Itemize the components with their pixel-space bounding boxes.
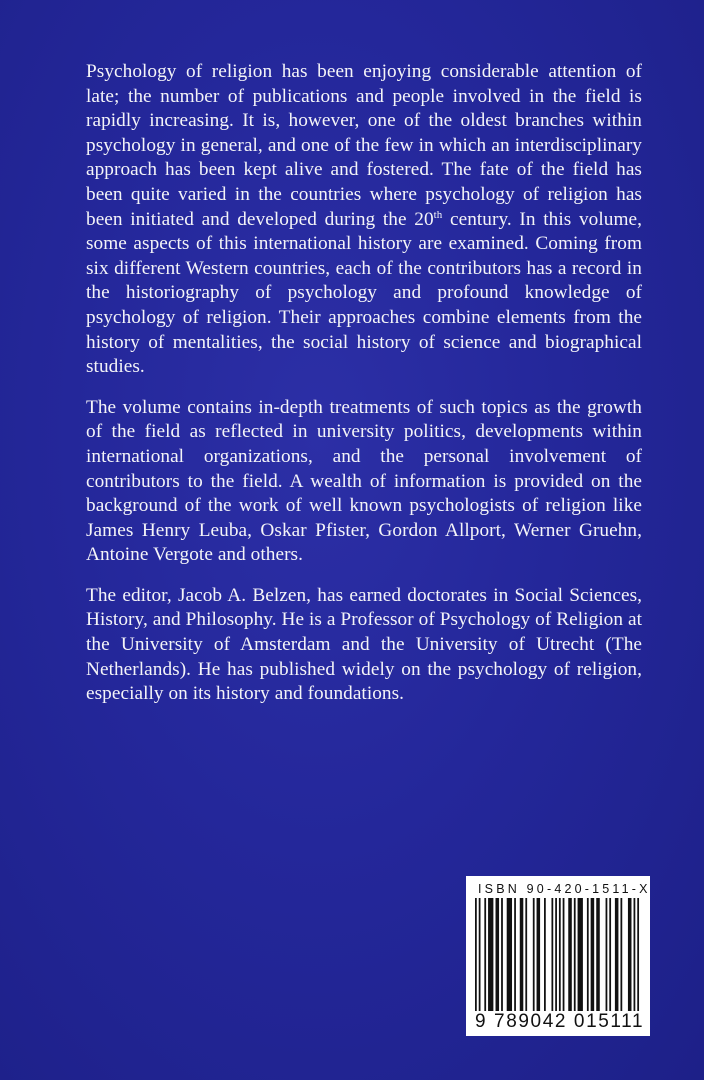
barcode-bar (488, 898, 493, 1011)
barcode-bar (615, 898, 619, 1011)
barcode-bar (591, 898, 595, 1011)
blurb-paragraph-1 (86, 60, 642, 380)
barcode-bar (533, 898, 535, 1011)
blurb-paragraph-1-part-a: Psychology of religion has been enjoying considerable attention of late; the number of publications and people involved in the field is rapidly increasing. It is, however, one of the oldest branches within psychology in general, and one of the few in which an interdisciplinary approach has been kept alive and fostered. The fate of the field has been quite varied in the countries where psychology of religion has been initiated and developed during the 20 (86, 61, 642, 230)
barcode-bar (551, 898, 553, 1011)
barcode-bar (559, 898, 561, 1011)
blurb-paragraph-3: The editor, Jacob A. Belzen, has earned doctorates in Social Sciences, History, and Philosophy. He is a Professor of Psychology of Religion at the University of Amsterdam and the University of Utrecht (The Netherlands). He has published widely on the psychology of religion, especially on its history and foundations. (86, 584, 642, 705)
blurb-text (86, 60, 642, 723)
barcode-bar (634, 898, 636, 1011)
barcode-bar (628, 898, 632, 1011)
barcode-bar (596, 898, 600, 1011)
barcode-bar (620, 898, 622, 1011)
barcode-bar (637, 898, 639, 1011)
barcode-bar (484, 898, 486, 1011)
barcode-bar (587, 898, 589, 1011)
barcode-bar (525, 898, 527, 1011)
ean-number: 9 789042 015111 (475, 1011, 645, 1032)
barcode-bar (520, 898, 524, 1011)
barcode-bar (501, 898, 503, 1011)
barcode-bar (578, 898, 583, 1011)
barcode-bar (507, 898, 512, 1011)
barcode-bars (474, 898, 642, 1011)
barcode-bar (544, 898, 546, 1011)
barcode-bar (609, 898, 611, 1011)
isbn-label: ISBN 90-420-1511-X (478, 882, 651, 896)
barcode-bar (537, 898, 541, 1011)
blurb-paragraph-2: The volume contains in-depth treatments of such topics as the growth of the field as reflected in university politics, developments within international organizations, and the personal involvement of contributors to the field. A wealth of information is provided on the background of the work of well known psychologists of religion like James Henry Leuba, Oskar Pfister, Gordon Allport, Werner Gruehn, Antoine Vergote and others. (86, 396, 642, 566)
barcode-bar (479, 898, 481, 1011)
barcode-bar (555, 898, 557, 1011)
barcode-bar (574, 898, 576, 1011)
ordinal-superscript: th (433, 208, 443, 221)
barcode-bar (563, 898, 565, 1011)
barcode-bar (606, 898, 608, 1011)
barcode-bar (514, 898, 516, 1011)
barcode-bar (496, 898, 500, 1011)
blurb-paragraph-1-part-b: century. In this volume, some aspects of this international history are examined. Coming from six different Western countries, each of the contributors has a record in the historiography of psychology and profound knowledge of psychology of religion. Their approaches combine elements from the history of mentalities, the social history of science and biographical studies. (86, 208, 642, 378)
barcode-bar (568, 898, 572, 1011)
barcode-panel (466, 876, 650, 1036)
barcode-bar (475, 898, 477, 1011)
